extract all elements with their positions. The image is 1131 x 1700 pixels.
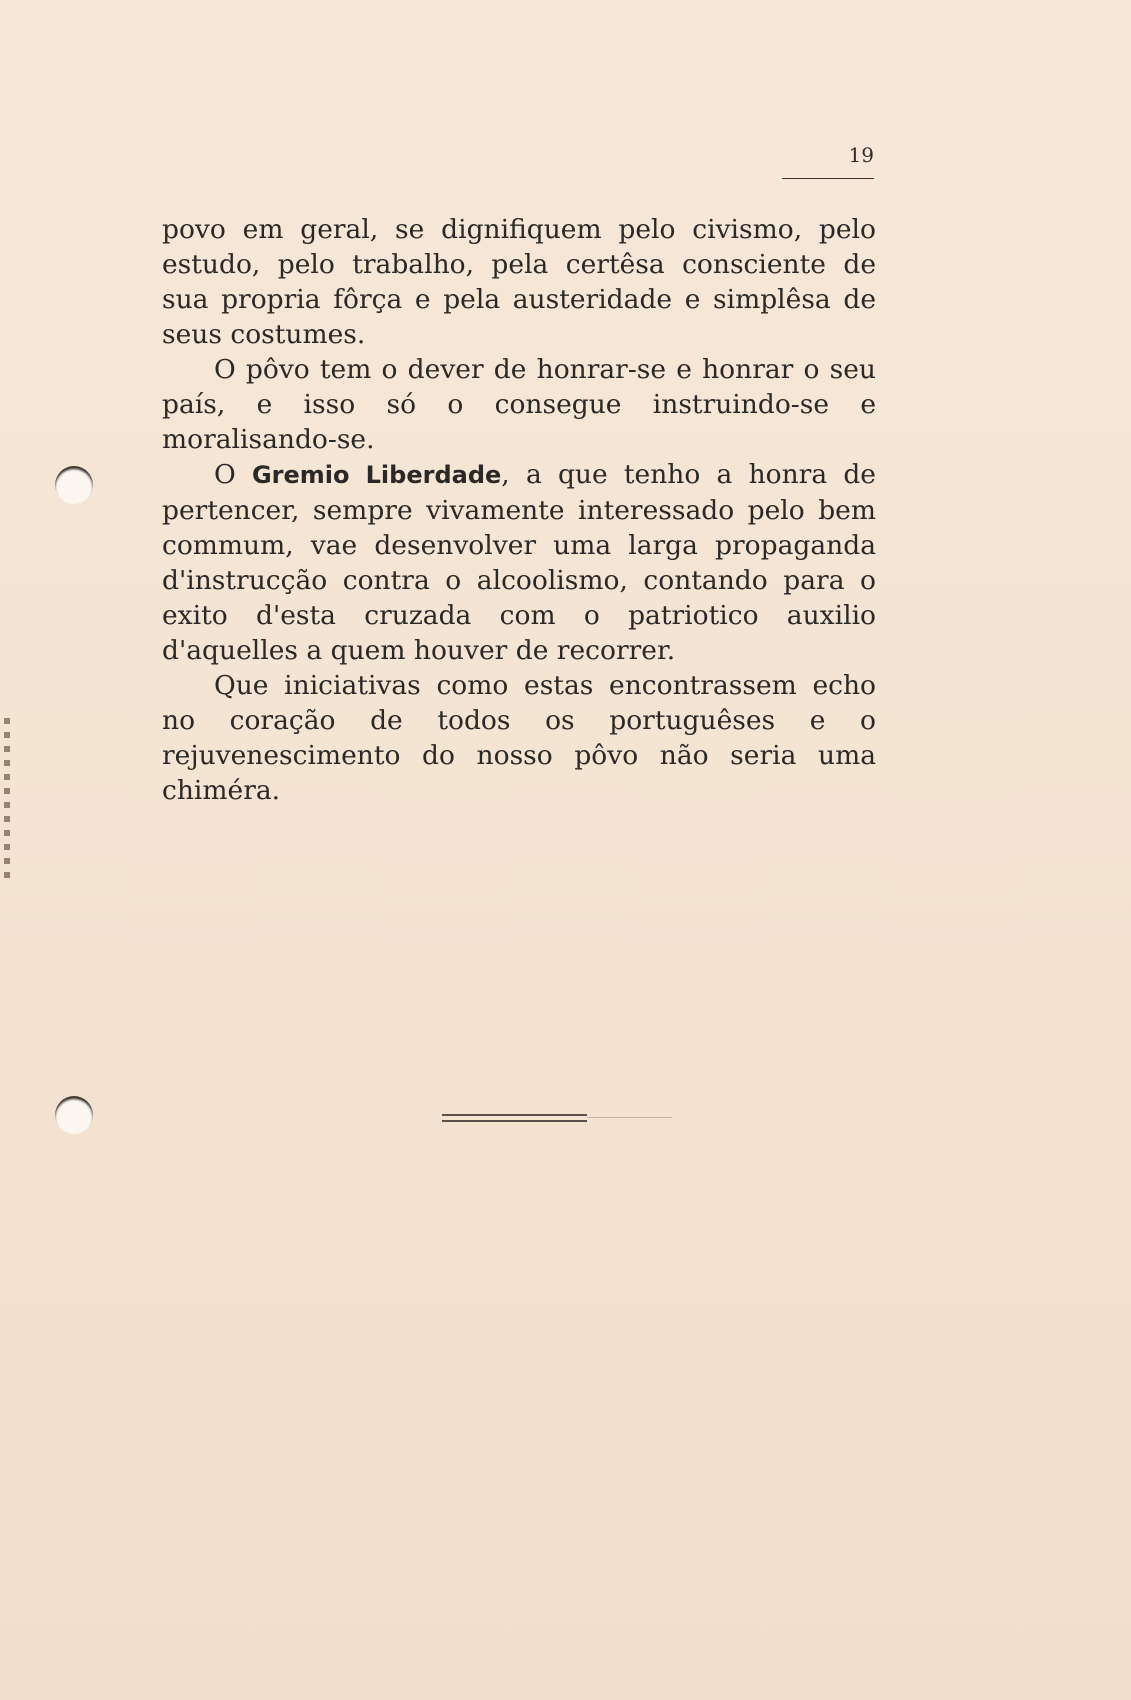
page-number: 19	[848, 143, 874, 167]
paragraph-4: Que iniciativas como estas encontrassem echo no coração de todos os portuguêses e o rejuvenescimento do nosso pôvo não seria uma chiméra.	[162, 670, 876, 806]
punch-hole-bottom	[55, 1096, 93, 1134]
paragraph-3-prefix: O	[214, 459, 252, 490]
paragraph-3-text: , a que tenho a honra de pertencer, sempre vivamente interessado pelo bem commum, vae desenvolver uma larga propaganda d'instrucção contra o alcoolismo, contando para o exito d'esta cruzada com o patriotico auxilio d'aquelles a quem houver de recorrer.	[162, 459, 876, 666]
binding-mark	[4, 718, 10, 878]
closing-rule-ornament	[442, 1114, 672, 1126]
paragraph-1: povo em geral, se dignifiquem pelo civismo, pelo estudo, pelo trabalho, pela certêsa consciente de sua propria fôrça e pela austeridade e simplêsa de seus costumes.	[162, 214, 876, 350]
page-number-rule	[782, 178, 874, 179]
paragraph-3	[162, 457, 876, 668]
punch-hole-top	[55, 466, 93, 504]
body-text	[162, 212, 876, 808]
gremio-liberdade-name: Gremio Liberdade	[251, 461, 502, 489]
paragraph-2: O pôvo tem o dever de honrar-se e honrar o seu país, e isso só o consegue instruindo-se e moralisando-se.	[162, 354, 876, 455]
